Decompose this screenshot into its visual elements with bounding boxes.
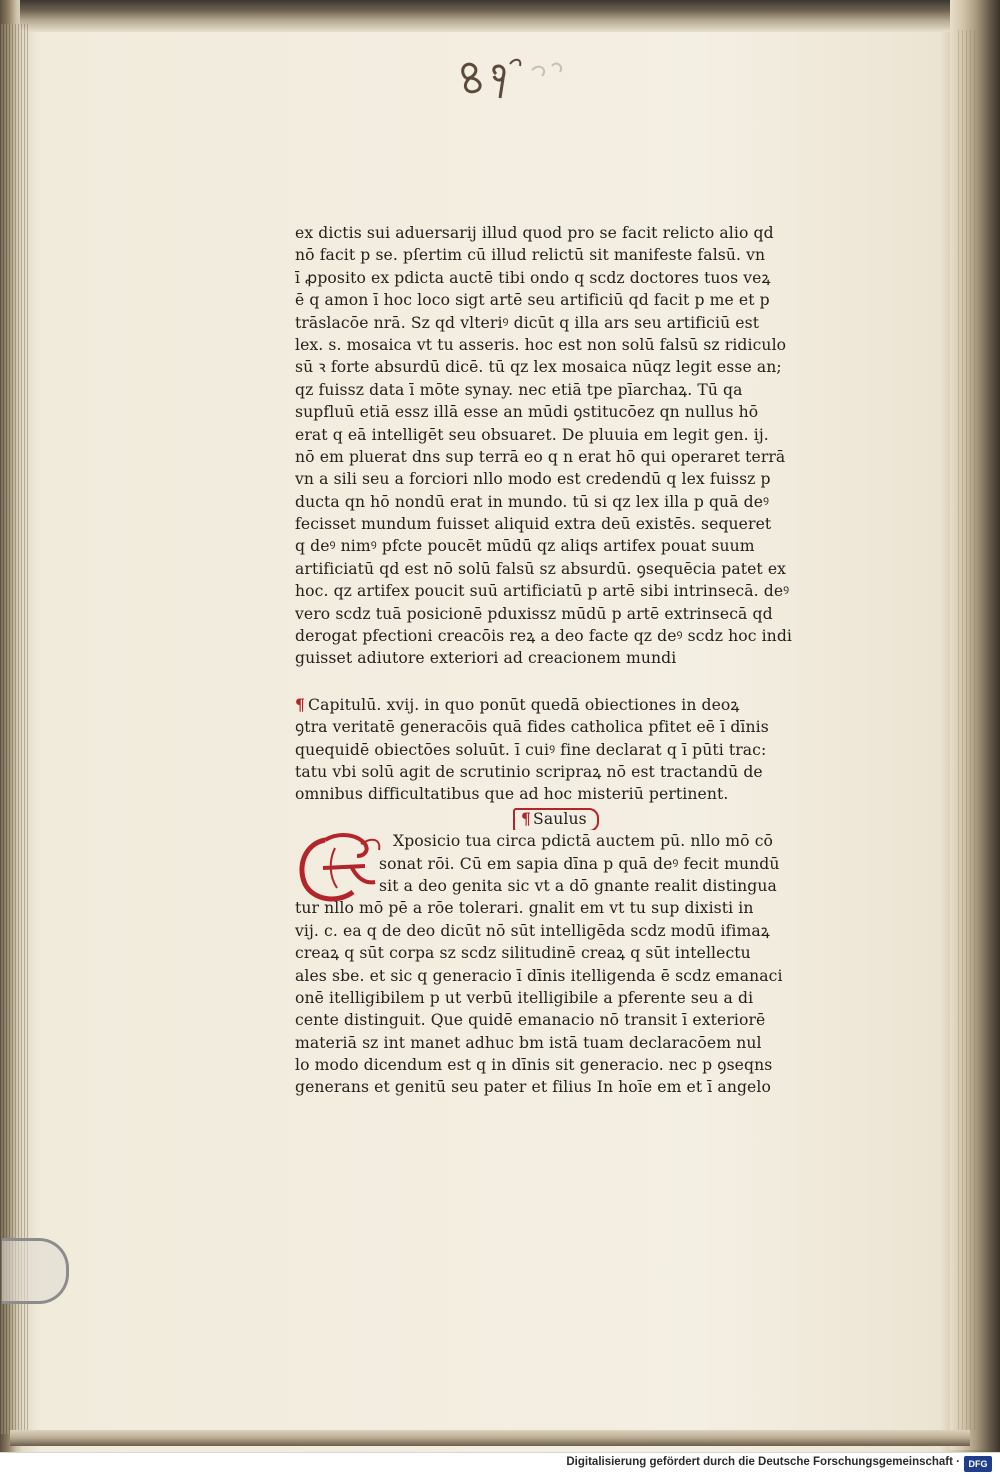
text-line: ex dictis sui aduersarij illud quod pro se facit relicto alio qd bbox=[295, 224, 774, 242]
text-line: q deꝰ nimꝰ pfcte poucēt mūdū qz aliqs artifex pouat suum bbox=[295, 537, 755, 556]
text-line: quequidē obiectōes soluūt. ī cuiꝰ fine declarat q ī pūti trac: bbox=[295, 740, 767, 759]
text-line: vij. c. ea q de deo dicūt nō sūt intelligēda scdz modū ifimaꝝ bbox=[295, 921, 770, 940]
text-line: lex. s. mosaica vt tu asseris. hoc est non solū falsū sz ridiculo bbox=[295, 335, 787, 354]
bookmark-tab bbox=[2, 1238, 69, 1304]
paragraph-mark-icon: ¶ bbox=[295, 694, 306, 714]
text-line: vero scdz tuā posicionē pduxissz mūdū p artē extrinsecā qd bbox=[295, 604, 773, 623]
text-line: fecisset mundum fuisset aliquid extra deū existēs. sequeret bbox=[295, 515, 772, 534]
speaker-name: Saulus bbox=[533, 809, 587, 828]
text-line: tatu vbi solū agit de scrutinio scripraꝝ nō est tractandū de bbox=[295, 762, 763, 781]
text-line: hoc. qz artifex poucit suū artificiatū p artē sibi intrinsecā. deꝰ bbox=[295, 582, 790, 601]
text-line: supfluū etiā essz illā esse an mūdi ꝯstitucōez qn nullus hō bbox=[295, 403, 759, 422]
chapter-heading bbox=[295, 694, 855, 806]
speaker-rubric bbox=[513, 808, 599, 830]
text-line: lo modo dicendum est q in dīnis sit generacio. nec p ꝯseqns bbox=[295, 1056, 773, 1075]
text-line: sū ꝛ forte absurdū dicē. tū qz lex mosaica nūqz legit esse an; bbox=[295, 358, 782, 377]
text-line: nō em pluerat dns sup terrā eo q n erat hō qui operaret terrā bbox=[295, 447, 786, 466]
page-stack-left bbox=[0, 24, 30, 1434]
text-line: sit a deo genita sic vt a dō gnante realit distingua bbox=[379, 876, 777, 895]
text-line: ales sbe. et sic q generacio ī dīnis itelligenda ē scdz emanaci bbox=[295, 966, 783, 985]
paragraph-gap bbox=[295, 670, 855, 694]
body-paragraph bbox=[295, 222, 855, 670]
text-line: omnibus difficultatibus que ad hoc misteriū pertinent. bbox=[295, 785, 729, 804]
page-bottom-edge bbox=[10, 1430, 970, 1446]
text-line: erat q eā intelligēt seu obsuaret. De pluuia em legit gen. ij. bbox=[295, 425, 769, 444]
text-line: ꝯtra veritatē generacōis quā fides catholica pfitet eē ī dīnis bbox=[295, 718, 769, 737]
text-line: qz fuissz data ī mōte synay. nec etiā tpe pīarchaꝝ. Tū qa bbox=[295, 380, 743, 399]
text-line: nō facit p se. pſertim cū illud relictū sit manifeste falsū. vn bbox=[295, 246, 766, 265]
paragraph-mark-icon: ¶ bbox=[521, 808, 532, 828]
text-line: materiā sz int manet adhuc bm istā tuam declaracōem nul bbox=[295, 1033, 762, 1052]
red-initial-icon bbox=[295, 826, 387, 906]
text-line bbox=[295, 694, 855, 716]
folio-number bbox=[448, 48, 598, 104]
page-stack-right bbox=[958, 30, 978, 1430]
dfg-logo-icon: DFG bbox=[964, 1456, 992, 1472]
text-line: artificiatū qd est nō solū falsū sz absurdū. ꝯsequēcia patet ex bbox=[295, 559, 787, 578]
text-line: generans et genitū seu pater et filius In hoīe em et ī angelo bbox=[295, 1078, 771, 1097]
folio-handwritten-icon bbox=[448, 48, 598, 104]
funding-credit: Digitalisierung gefördert durch die Deutsche Forschungsgemeinschaft · bbox=[566, 1456, 960, 1468]
chapter-title: Capitulū. xvij. in quo ponūt quedā obiectiones in deoꝝ bbox=[308, 695, 740, 714]
main-text-block bbox=[295, 222, 855, 1099]
text-line: tur nllo mō pē a rōe tolerari. gnalit em vt tu sup dixisti in bbox=[295, 899, 754, 918]
text-line: guisset adiutore exteriori ad creacionem mundi bbox=[295, 649, 677, 668]
text-line: cente distinguit. Que quidē emanacio nō transit ī exteriorē bbox=[295, 1011, 766, 1030]
text-line: ī ꝓposito ex pdicta auctē tibi ondo q scdz doctores tuos veꝝ bbox=[295, 268, 771, 287]
text-line: sonat rōi. Cū em sapia dīna p quā deꝰ fecit mundū bbox=[379, 854, 780, 873]
text-line: onē itelligibilem p ut verbū itelligibile a pferente seu a di bbox=[295, 988, 754, 1007]
text-line: vn a sili seu a forciori nllo modo est credendū q lex fuissz p bbox=[295, 470, 771, 489]
decorated-initial bbox=[295, 826, 387, 906]
text-line: derogat pfectioni creacōis reꝝ a deo facte qz deꝰ scdz hoc indi bbox=[295, 627, 792, 646]
text-line: ē q amon ī hoc loco sigt artē seu artificiū qd facit p me et p bbox=[295, 291, 770, 310]
text-line: ducta qn hō nondū erat in mundo. tū si qz lex illa p quā deꝰ bbox=[295, 492, 770, 511]
text-line: creaꝝ q sūt corpa sz scdz silitudinē creaꝝ q sūt intellectu bbox=[295, 944, 751, 963]
digitization-footer bbox=[0, 1452, 1000, 1477]
text-line: trāslacōe nrā. Sz qd vlteriꝰ dicūt q illa ars seu artificiū est bbox=[295, 313, 760, 332]
text-line: Xposicio tua circa pdictā auctem pū. nllo mō cō bbox=[393, 832, 774, 851]
page-top-edge bbox=[20, 0, 960, 32]
